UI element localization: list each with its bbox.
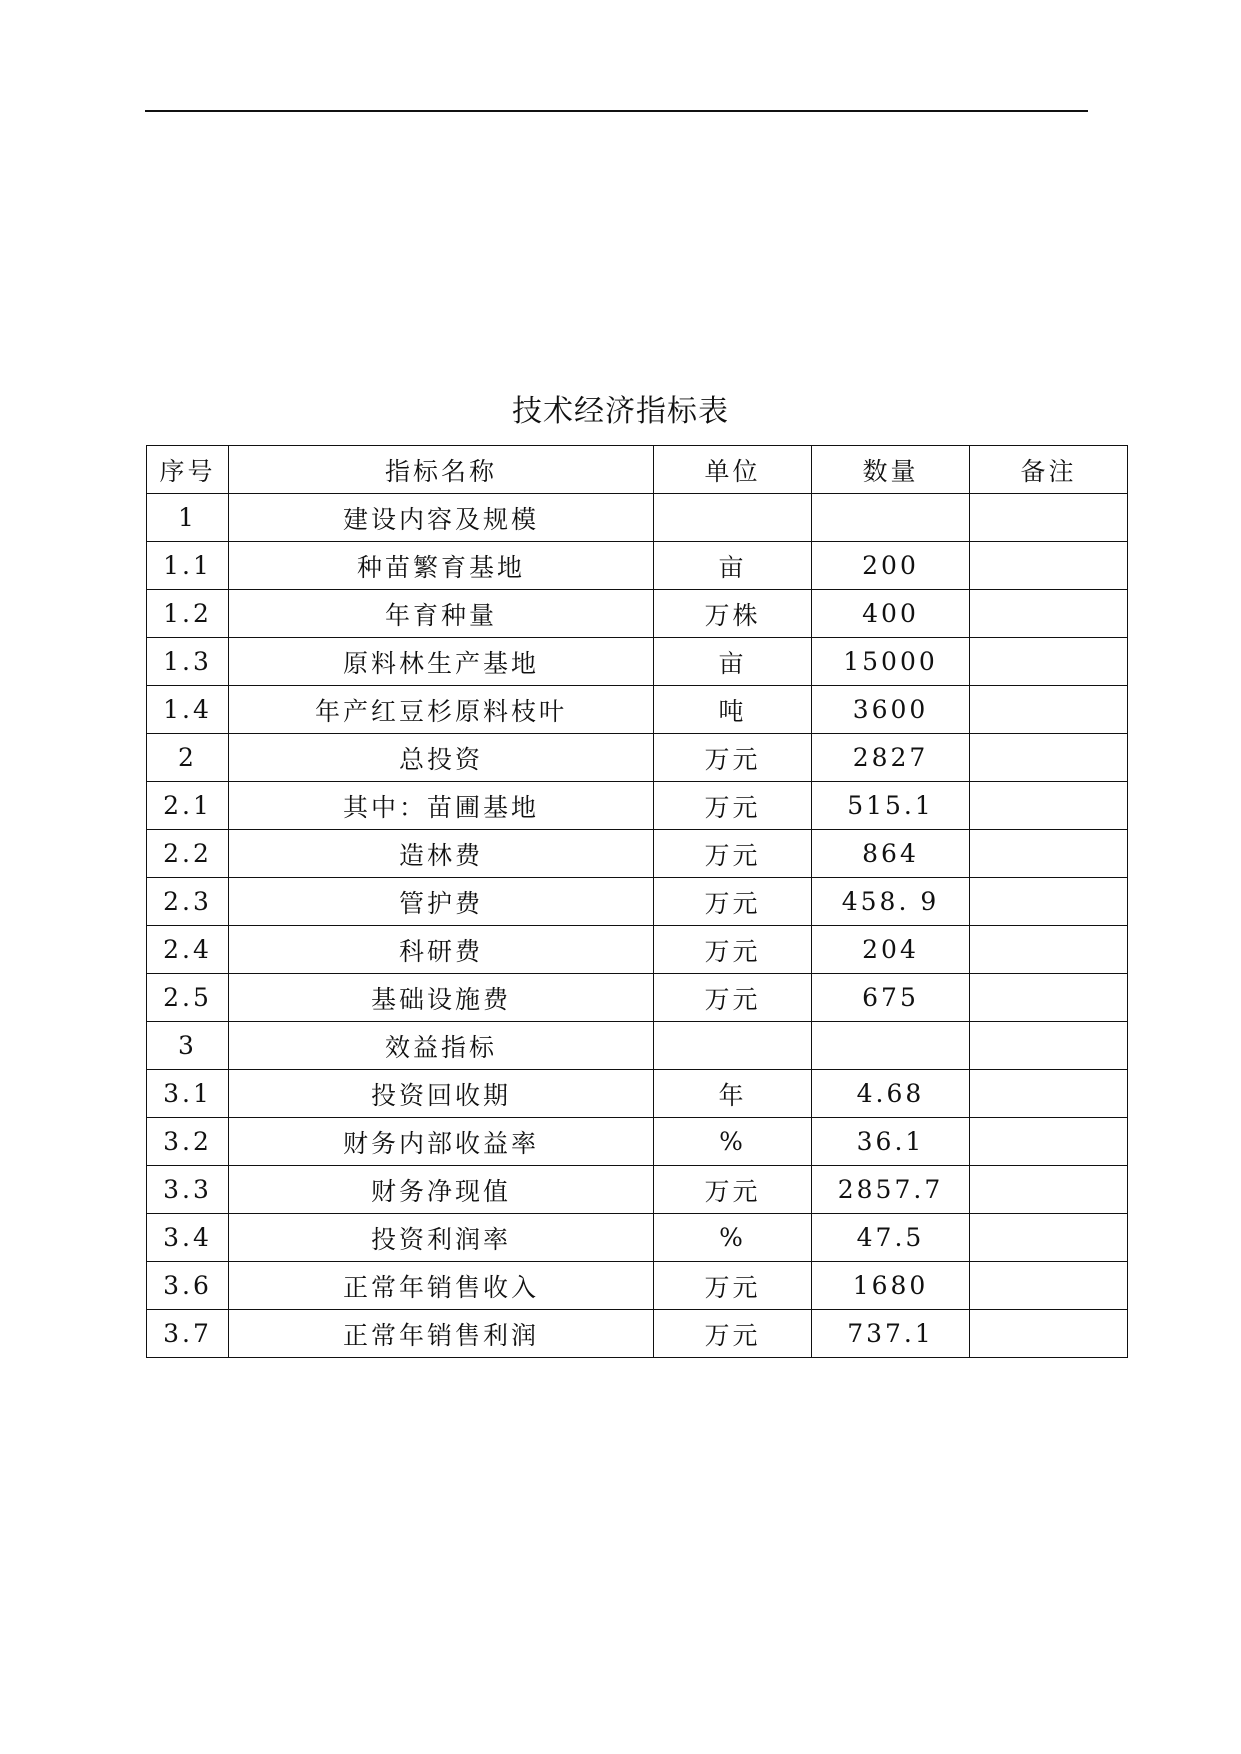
cell-note: [970, 878, 1128, 926]
table-row: [147, 686, 1128, 734]
cell-name: 管护费: [229, 878, 654, 926]
header-unit: 单位: [654, 446, 812, 494]
cell-index: 1.2: [147, 590, 229, 638]
cell-note: [970, 638, 1128, 686]
cell-note: [970, 1070, 1128, 1118]
cell-index: 3.6: [147, 1262, 229, 1310]
cell-note: [970, 542, 1128, 590]
table-row: [147, 494, 1128, 542]
cell-index: 3: [147, 1022, 229, 1070]
cell-unit: 万株: [654, 590, 812, 638]
cell-unit: 万元: [654, 830, 812, 878]
cell-unit: 万元: [654, 974, 812, 1022]
cell-name: 种苗繁育基地: [229, 542, 654, 590]
cell-unit: 万元: [654, 1310, 812, 1358]
cell-quantity: 2857.7: [812, 1166, 970, 1214]
cell-quantity: 3600: [812, 686, 970, 734]
table-row: [147, 542, 1128, 590]
cell-unit: 万元: [654, 782, 812, 830]
cell-index: 3.3: [147, 1166, 229, 1214]
table-row: [147, 1022, 1128, 1070]
cell-index: 1: [147, 494, 229, 542]
table-row: [147, 1214, 1128, 1262]
cell-unit: 亩: [654, 542, 812, 590]
cell-unit: 万元: [654, 926, 812, 974]
table-row: [147, 878, 1128, 926]
cell-note: [970, 686, 1128, 734]
cell-name: 年育种量: [229, 590, 654, 638]
table-row: [147, 782, 1128, 830]
cell-index: 2.3: [147, 878, 229, 926]
cell-index: 2.2: [147, 830, 229, 878]
table-row: [147, 830, 1128, 878]
cell-index: 3.4: [147, 1214, 229, 1262]
cell-note: [970, 782, 1128, 830]
cell-unit: [654, 1022, 812, 1070]
cell-index: 2: [147, 734, 229, 782]
cell-quantity: 47.5: [812, 1214, 970, 1262]
cell-index: 1.4: [147, 686, 229, 734]
cell-note: [970, 1118, 1128, 1166]
cell-note: [970, 830, 1128, 878]
cell-unit: 吨: [654, 686, 812, 734]
cell-name: 投资回收期: [229, 1070, 654, 1118]
cell-name: 年产红豆杉原料枝叶: [229, 686, 654, 734]
cell-index: 3.1: [147, 1070, 229, 1118]
table-row: [147, 638, 1128, 686]
cell-note: [970, 974, 1128, 1022]
cell-unit: %: [654, 1214, 812, 1262]
cell-unit: 亩: [654, 638, 812, 686]
cell-index: 3.2: [147, 1118, 229, 1166]
cell-name: 造林费: [229, 830, 654, 878]
table-row: [147, 734, 1128, 782]
cell-quantity: [812, 494, 970, 542]
table-row: [147, 926, 1128, 974]
cell-unit: 年: [654, 1070, 812, 1118]
cell-note: [970, 1262, 1128, 1310]
cell-unit: 万元: [654, 1166, 812, 1214]
cell-name: 财务净现值: [229, 1166, 654, 1214]
cell-name: 正常年销售收入: [229, 1262, 654, 1310]
cell-index: 1.1: [147, 542, 229, 590]
cell-note: [970, 1166, 1128, 1214]
header-rule: [145, 110, 1088, 112]
header-note: 备注: [970, 446, 1128, 494]
indicators-table: [146, 445, 1128, 1358]
cell-name: 原料林生产基地: [229, 638, 654, 686]
cell-index: 2.5: [147, 974, 229, 1022]
cell-name: 其中：苗圃基地: [229, 782, 654, 830]
cell-unit: [654, 494, 812, 542]
cell-name: 科研费: [229, 926, 654, 974]
cell-quantity: 200: [812, 542, 970, 590]
cell-unit: 万元: [654, 734, 812, 782]
table-row: [147, 974, 1128, 1022]
table-row: [147, 1166, 1128, 1214]
header-index: 序号: [147, 446, 229, 494]
cell-index: 2.1: [147, 782, 229, 830]
cell-quantity: 458. 9: [812, 878, 970, 926]
cell-index: 1.3: [147, 638, 229, 686]
cell-note: [970, 926, 1128, 974]
cell-quantity: 400: [812, 590, 970, 638]
cell-quantity: 675: [812, 974, 970, 1022]
header-name: 指标名称: [229, 446, 654, 494]
cell-quantity: 204: [812, 926, 970, 974]
cell-name: 基础设施费: [229, 974, 654, 1022]
table-row: [147, 1310, 1128, 1358]
table-row: [147, 1118, 1128, 1166]
cell-index: 2.4: [147, 926, 229, 974]
cell-name: 财务内部收益率: [229, 1118, 654, 1166]
cell-name: 效益指标: [229, 1022, 654, 1070]
cell-quantity: 2827: [812, 734, 970, 782]
cell-name: 投资利润率: [229, 1214, 654, 1262]
cell-quantity: 1680: [812, 1262, 970, 1310]
table-title: 技术经济指标表: [512, 394, 729, 429]
cell-note: [970, 590, 1128, 638]
cell-note: [970, 734, 1128, 782]
header-quantity: 数量: [812, 446, 970, 494]
cell-unit: 万元: [654, 1262, 812, 1310]
cell-quantity: 36.1: [812, 1118, 970, 1166]
cell-note: [970, 1022, 1128, 1070]
cell-quantity: 737.1: [812, 1310, 970, 1358]
cell-name: 正常年销售利润: [229, 1310, 654, 1358]
cell-index: 3.7: [147, 1310, 229, 1358]
cell-quantity: 864: [812, 830, 970, 878]
table-row: [147, 1070, 1128, 1118]
cell-quantity: [812, 1022, 970, 1070]
cell-name: 总投资: [229, 734, 654, 782]
table-row: [147, 590, 1128, 638]
cell-quantity: 15000: [812, 638, 970, 686]
cell-note: [970, 1310, 1128, 1358]
cell-unit: 万元: [654, 878, 812, 926]
cell-quantity: 4.68: [812, 1070, 970, 1118]
cell-unit: %: [654, 1118, 812, 1166]
table-row: [147, 1262, 1128, 1310]
cell-quantity: 515.1: [812, 782, 970, 830]
cell-note: [970, 494, 1128, 542]
cell-note: [970, 1214, 1128, 1262]
cell-name: 建设内容及规模: [229, 494, 654, 542]
table-header-row: [147, 446, 1128, 494]
